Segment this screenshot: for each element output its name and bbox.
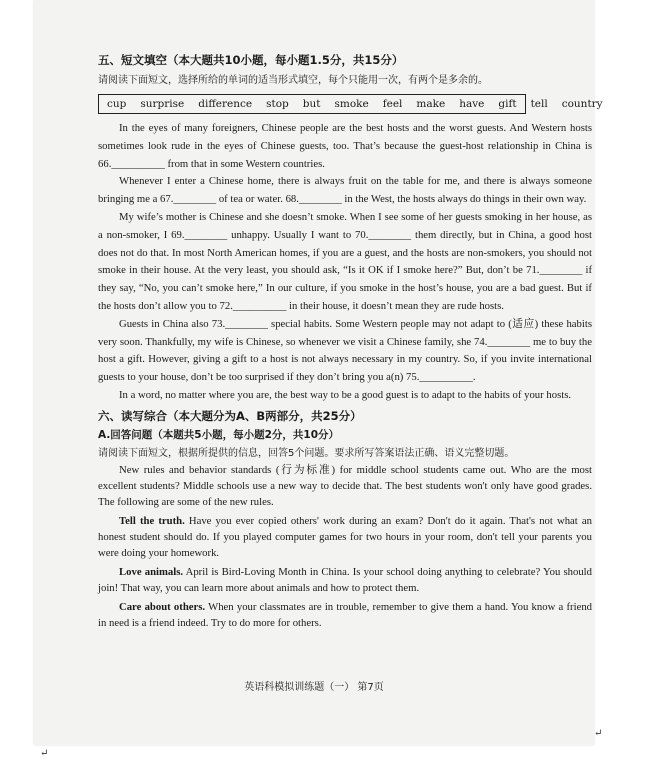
paragraph-mark-right: ↵ — [594, 728, 603, 739]
passage-paragraph: Guests in China also 73.________ special habits. Some Western people may not adapt to (适应) these habits very soon. Thankfully, my wife is Chinese, so whenever we visit a Chinese family, she 74.________ me to buy the host a gift. However, giving a gift to a host is not always necessary in my country. So, if you invite international guests to your house, don’t be too surprised if they don’t bring you a(n) 75.__________. — [98, 317, 592, 384]
page-content — [98, 52, 603, 631]
rule-title: Love animals. — [119, 565, 184, 578]
word-bank-item: have — [459, 98, 485, 110]
paragraph-mark-left: ↵ — [40, 748, 49, 759]
rule-text: April is Bird-Loving Month in China. Is your school doing anything to celebrate? You should join! That way, you can learn more about animals and how to protect them. — [98, 565, 592, 594]
rule-paragraph — [98, 513, 592, 561]
word-bank-item: make — [416, 98, 446, 110]
page-footer: 英语科模拟训练题（一） 第7页 — [244, 682, 384, 693]
section6-subheading: A.回答问题（本题共5小题，每小题2分，共10分） — [98, 428, 340, 441]
word-bank-item: smoke — [334, 98, 369, 110]
rule-paragraph — [98, 564, 592, 596]
rule-title: Care about others. — [119, 600, 206, 613]
word-bank-item: difference — [198, 98, 253, 110]
rule-text: When your classmates are in trouble, remember to give them a hand. You know a friend in need is a friend indeed. Try to do more for others. — [98, 600, 593, 629]
section6-instruction: 请阅读下面短文，根据所提供的信息，回答5个问题。要求所写答案语法正确、语义完整切题。 — [98, 447, 515, 459]
word-bank-item: gift — [498, 98, 517, 110]
word-bank-item: tell — [530, 98, 548, 110]
word-bank-item: feel — [382, 98, 403, 110]
rule-title: Tell the truth. — [119, 514, 185, 527]
passage-paragraph: Whenever I enter a Chinese home, there is always fruit on the table for me, and there is always someone bringing me a 67.________ of tea or water. 68.________ in the West, the hosts always do things in their own way. — [98, 175, 592, 206]
passage-paragraph: My wife’s mother is Chinese and she doesn’t smoke. When I see some of her guests smoking in her house, as a non-smoker, I 69.________ unhappy. Usually I want to 70.________ them directly, but in China, a good host does not do that. In most North American homes, if you are a guest, and the hosts are non-smokers, you should not smoke in their house. At the very least, you should ask, “Is it OK if I smoke here?” But, don’t be 71.________ if they say, “No, you can’t smoke here,” In our culture, if you smoke in the host’s house, you are a bad guest. But if the hosts don’t allow you to 72.__________ in their house, it doesn’t mean they are rude hosts. — [98, 210, 592, 312]
passage-paragraph: In the eyes of many foreigners, Chinese people are the best hosts and the worst guests. And Western hosts sometimes look rude in the eyes of Chinese guests, too. That’s because the guest-host relationship in China is 66.__________ from that in some Western countries. — [98, 122, 592, 170]
word-bank-item: but — [302, 98, 321, 110]
section5-instruction: 请阅读下面短文，选择所给的单词的适当形式填空，每个只能用一次，有两个是多余的。 — [98, 75, 488, 86]
word-bank-item: stop — [266, 98, 289, 110]
passage-paragraph: In a word, no matter where you are, the best way to be a good guest is to adapt to the habits of your hosts. — [119, 388, 572, 401]
rule-text: Have you ever copied others' work during an exam? Don't do it again. That's not what an honest student should do. If you played computer games for two hours in your room, don't tell your parents you were doing your homework. — [98, 514, 592, 559]
section5-heading: 五、短文填空（本大题共10小题，每小题1.5分，共15分） — [98, 53, 404, 67]
word-bank — [98, 94, 603, 114]
rule-paragraph — [98, 599, 592, 631]
word-bank-item: surprise — [140, 98, 185, 110]
word-bank-item: country — [561, 98, 603, 110]
word-bank-item: cup — [107, 98, 127, 110]
section6-heading: 六、读写综合（本大题分为A、B两部分，共25分） — [98, 408, 362, 423]
exam-page — [34, 0, 603, 745]
reading-intro: New rules and behavior standards (行为标准) for middle school students came out. Who are the most excellent students? Middle schools use a new way to decide that. The best students won't only have good grades. The following are some of the new rules. — [98, 463, 592, 508]
